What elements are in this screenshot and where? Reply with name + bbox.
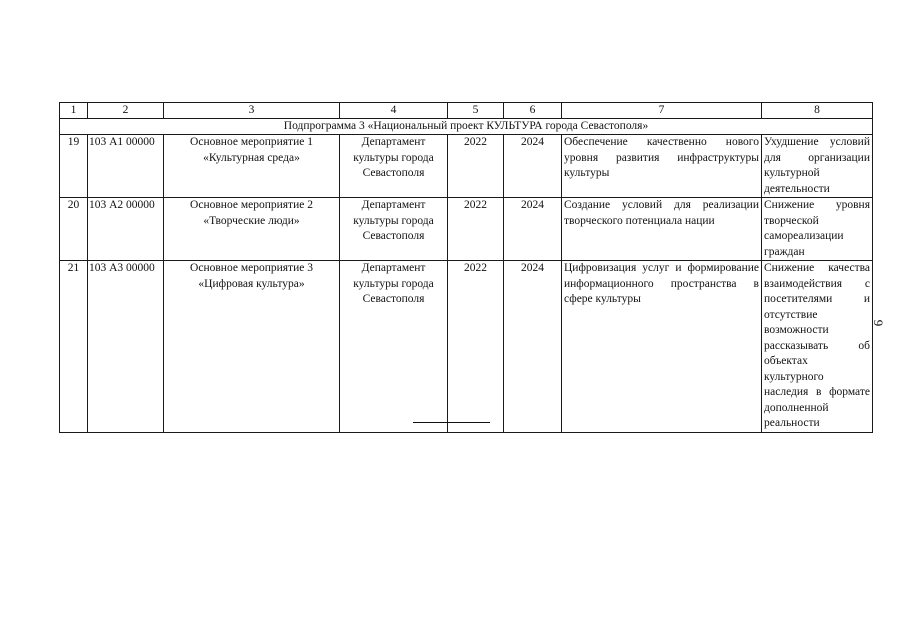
row-number: 19 bbox=[60, 135, 88, 198]
column-number: 1 bbox=[60, 103, 88, 119]
executor-line: Департамент bbox=[361, 199, 426, 211]
page-number: 9 bbox=[871, 319, 886, 327]
row-number: 20 bbox=[60, 198, 88, 261]
end-of-table-line bbox=[413, 422, 490, 423]
event-line: «Культурная среда» bbox=[203, 151, 300, 164]
column-number: 5 bbox=[448, 103, 504, 119]
event-name bbox=[164, 261, 340, 433]
executor-line: Департамент bbox=[361, 136, 426, 148]
column-numbers-row bbox=[60, 103, 873, 119]
executor-line: Севастополя bbox=[362, 167, 425, 179]
column-number: 7 bbox=[562, 103, 762, 119]
column-number: 2 bbox=[88, 103, 164, 119]
executor-line: культуры города bbox=[353, 214, 434, 227]
budget-code: 103 А1 00000 bbox=[88, 135, 164, 198]
event-line: Основное мероприятие 1 bbox=[190, 136, 313, 148]
event-line: «Цифровая культура» bbox=[198, 277, 305, 290]
event-line: Основное мероприятие 3 bbox=[190, 262, 313, 274]
column-number: 3 bbox=[164, 103, 340, 119]
start-year: 2022 bbox=[448, 198, 504, 261]
executor bbox=[340, 135, 448, 198]
column-number: 8 bbox=[762, 103, 873, 119]
executor-line: Севастополя bbox=[362, 230, 425, 242]
table-row bbox=[60, 198, 873, 261]
start-year: 2022 bbox=[448, 261, 504, 433]
executor-line: Департамент bbox=[361, 262, 426, 274]
consequence: Ухудшение условий для организации культурной деятельности bbox=[762, 135, 873, 198]
column-number: 6 bbox=[504, 103, 562, 119]
executor bbox=[340, 261, 448, 433]
budget-code: 103 А2 00000 bbox=[88, 198, 164, 261]
table-row bbox=[60, 261, 873, 433]
consequence: Снижение уровня творческой самореализации граждан bbox=[762, 198, 873, 261]
expected-result: Обеспечение качественно нового уровня развития инфраструктуры культуры bbox=[562, 135, 762, 198]
executor bbox=[340, 198, 448, 261]
expected-result: Создание условий для реализации творческого потенциала нации bbox=[562, 198, 762, 261]
table-row bbox=[60, 135, 873, 198]
event-line: Основное мероприятие 2 bbox=[190, 199, 313, 211]
subprogram-row bbox=[60, 119, 873, 135]
executor-line: Севастополя bbox=[362, 293, 425, 305]
subprogram-title: Подпрограмма 3 «Национальный проект КУЛЬТУРА города Севастополя» bbox=[60, 119, 873, 135]
program-table bbox=[59, 102, 873, 433]
start-year: 2022 bbox=[448, 135, 504, 198]
expected-result: Цифровизация услуг и формирование информационного пространства в сфере культуры bbox=[562, 261, 762, 433]
event-name bbox=[164, 135, 340, 198]
executor-line: культуры города bbox=[353, 151, 434, 164]
event-line: «Творческие люди» bbox=[203, 214, 300, 227]
end-year: 2024 bbox=[504, 261, 562, 433]
end-year: 2024 bbox=[504, 135, 562, 198]
event-name bbox=[164, 198, 340, 261]
column-number: 4 bbox=[340, 103, 448, 119]
row-number: 21 bbox=[60, 261, 88, 433]
consequence: Снижение качества взаимодействия с посетителями и отсутствие возможности рассказывать об объектах культурного наследия в формате дополненной реальности bbox=[762, 261, 873, 433]
budget-code: 103 А3 00000 bbox=[88, 261, 164, 433]
executor-line: культуры города bbox=[353, 277, 434, 290]
end-year: 2024 bbox=[504, 198, 562, 261]
